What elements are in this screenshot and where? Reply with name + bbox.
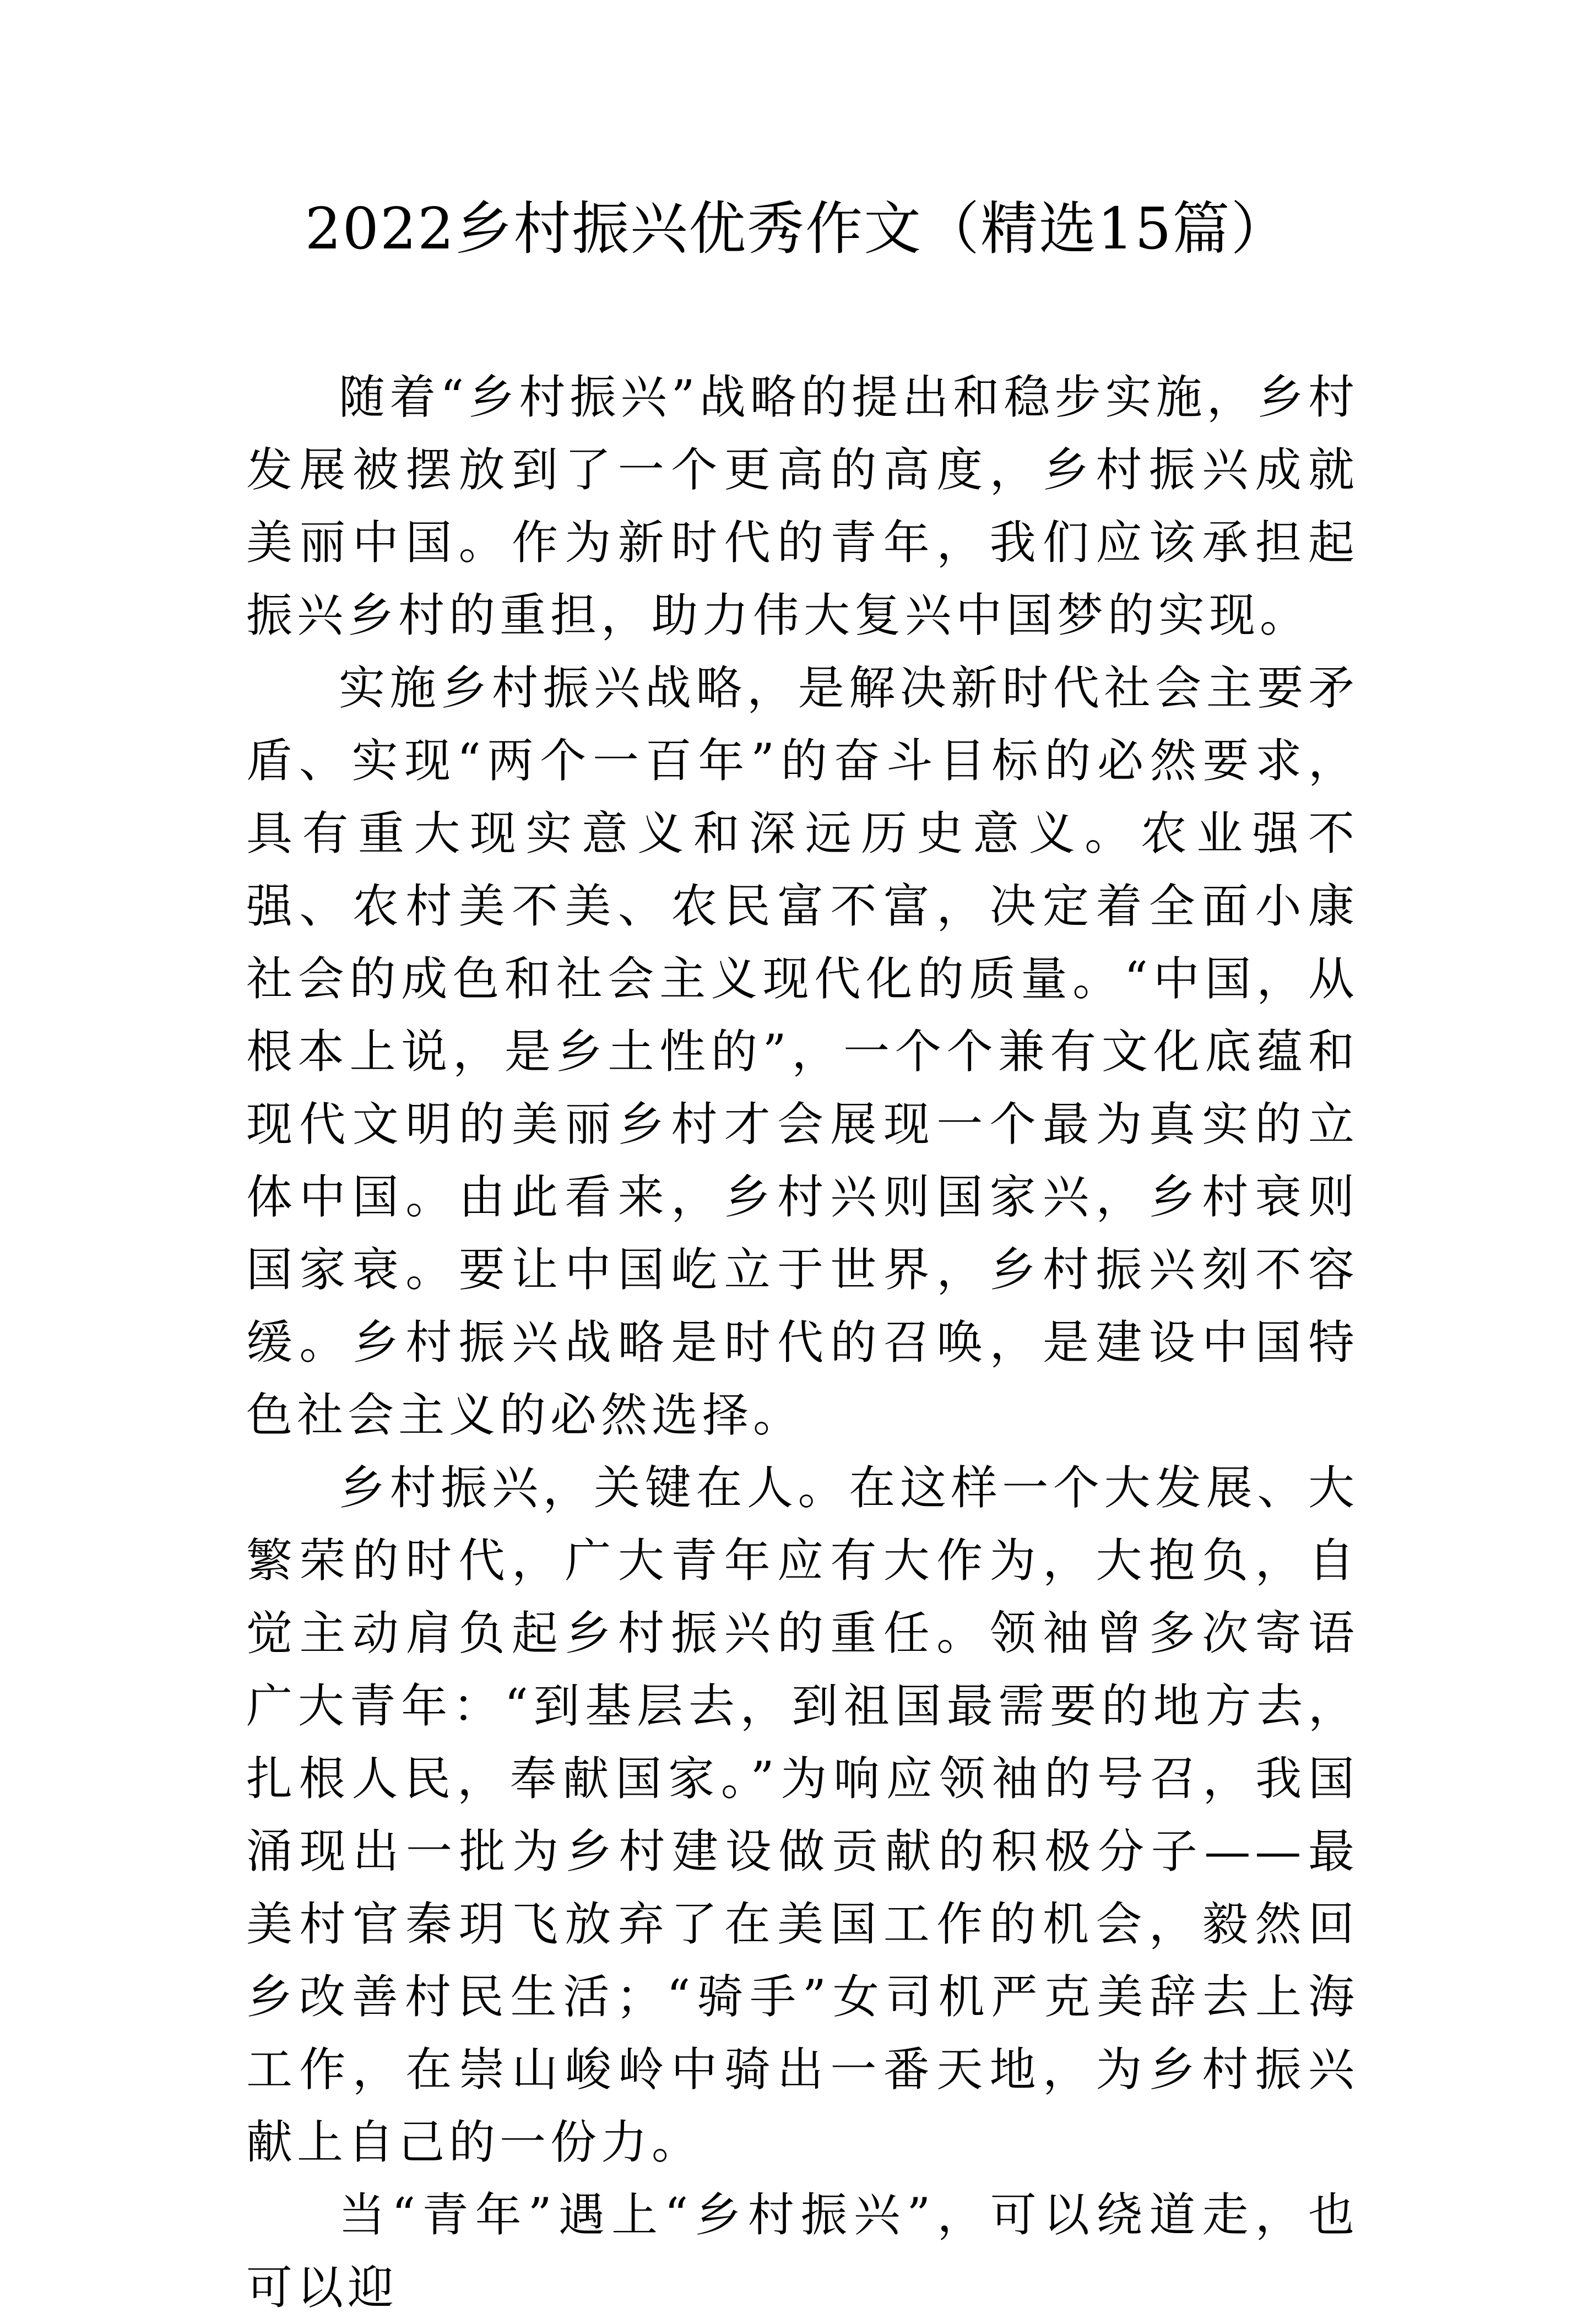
document-body <box>246 361 1359 2324</box>
paragraph-2: 实施乡村振兴战略，是解决新时代社会主要矛盾、实现“两个一百年”的奋斗目标的必然要求，具有重大现实意义和深远历史意义。农业强不强、农村美不美、农民富不富，决定着全面小康社会的成色和社会主义现代化的质量。“中国，从根本上说，是乡土性的”，一个个兼有文化底蕴和现代文明的美丽乡村才会展现一个最为真实的立体中国。由此看来，乡村兴则国家兴，乡村衰则国家衰。要让中国屹立于世界，乡村振兴刻不容缓。乡村振兴战略是时代的召唤，是建设中国特色社会主义的必然选择。 <box>246 661 1359 1442</box>
paragraph-1: 随着“乡村振兴”战略的提出和稳步实施，乡村发展被摆放到了一个更高的高度，乡村振兴成就美丽中国。作为新时代的青年，我们应该承担起振兴乡村的重担，助力伟大复兴中国梦的实现。 <box>246 370 1359 642</box>
paragraph-4: 当“青年”遇上“乡村振兴”，可以绕道走，也可以迎 <box>246 2188 1359 2315</box>
document-title: 2022乡村振兴优秀作文（精选15篇） <box>305 195 1289 262</box>
paragraph-3: 乡村振兴，关键在人。在这样一个大发展、大繁荣的时代，广大青年应有大作为，大抱负，自觉主动肩负起乡村振兴的重任。领袖曾多次寄语广大青年：“到基层去，到祖国最需要的地方去，扎根人民，奉献国家。”为响应领袖的号召，我国涌现出一批为乡村建设做贡献的积极分子——最美村官秦玥飞放弃了在美国工作的机会，毅然回乡改善村民生活；“骑手”女司机严克美辞去上海工作，在崇山峻岭中骑出一番天地，为乡村振兴献上自己的一份力。 <box>246 1461 1359 2169</box>
